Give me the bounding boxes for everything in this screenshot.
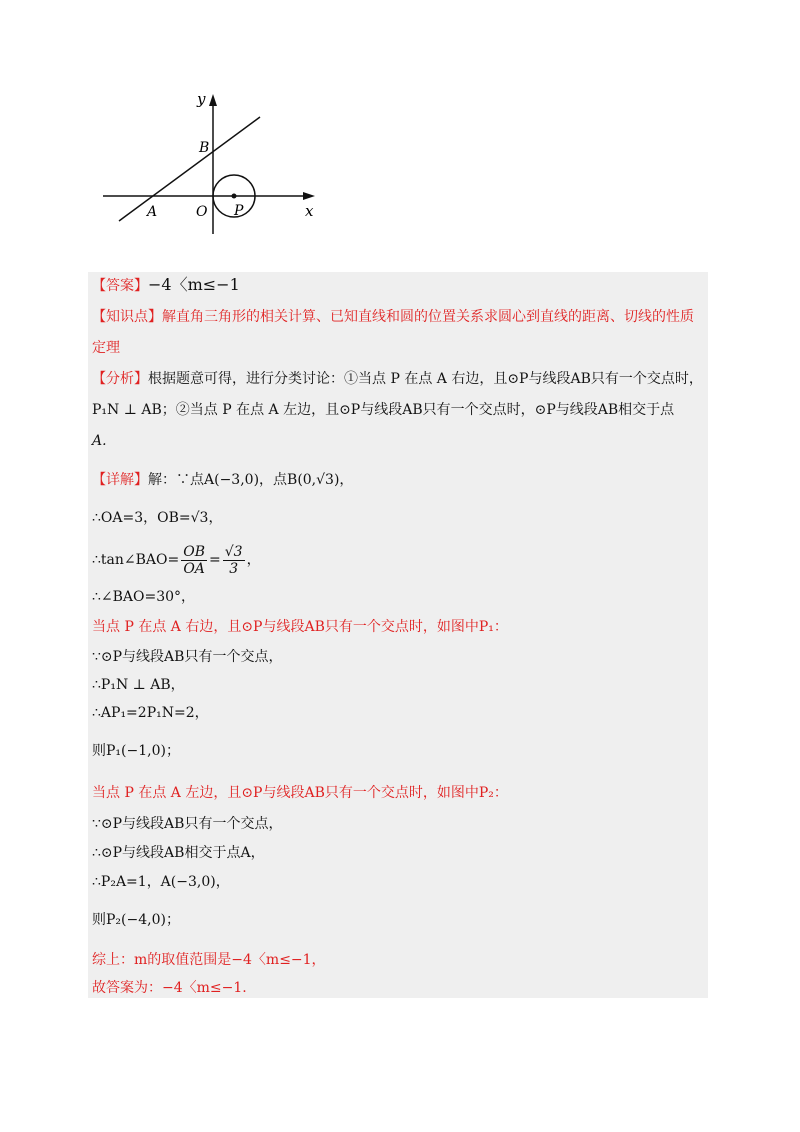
- analysis-tag: 【分析】: [92, 371, 148, 387]
- detail-line-12: ∴⊙P与线段AB相交于点A，: [92, 845, 265, 861]
- tan-prefix: ∴tan∠BAO=: [92, 552, 180, 568]
- detail-line-13: ∴P₂A=1，A(−3,0)，: [92, 874, 230, 890]
- x-axis-arrow: [303, 192, 315, 200]
- detail-line-4: ∴∠BAO=30°，: [92, 589, 196, 605]
- detail-line-1: [92, 470, 353, 490]
- detail-line-7: ∴P₁N ⊥ AB，: [92, 677, 185, 693]
- answer-line: [92, 275, 240, 296]
- fraction-num-2: √3: [224, 543, 243, 560]
- fraction-ob-oa: [181, 544, 207, 577]
- detail-line-10: 当点 P 在点 A 左边，且⊙P与线段AB只有一个交点时，如图中P₂：: [92, 785, 508, 801]
- analysis-text-1: 根据题意可得，进行分类讨论：①当点 P 在点 A 右边，且⊙P与线段AB只有一个交点时，: [148, 371, 703, 387]
- analysis-line-1: [92, 369, 703, 389]
- tan-eq: =: [209, 552, 221, 568]
- detail-line-14: 则P₂(−4,0)；: [92, 912, 180, 928]
- detail-line-15: 综上：m的取值范围是−4〈m≤−1，: [92, 952, 326, 968]
- tan-suffix: ，: [246, 552, 261, 568]
- detail-line-6: ∵⊙P与线段AB只有一个交点，: [92, 649, 283, 665]
- knowledge-tag: 【知识点】: [92, 309, 162, 325]
- label-o: O: [196, 204, 208, 220]
- detail-line-3: [92, 540, 261, 580]
- label-x: x: [305, 202, 314, 220]
- label-a: A: [147, 204, 158, 220]
- detail-line-5: 当点 P 在点 A 右边，且⊙P与线段AB只有一个交点时，如图中P₁：: [92, 619, 508, 635]
- knowledge-text-1: 解直角三角形的相关计算、已知直线和圆的位置关系求圆心到直线的距离、切线的性质: [162, 309, 694, 325]
- fraction-den: OA: [183, 560, 205, 577]
- y-axis-arrow: [209, 94, 217, 106]
- label-b: B: [199, 140, 210, 156]
- knowledge-line-1: [92, 307, 694, 327]
- fraction-den-2: 3: [229, 560, 239, 577]
- detail-tag: 【详解】: [92, 472, 148, 488]
- detail-line-8: ∴AP₁=2P₁N=2，: [92, 705, 209, 721]
- analysis-line-3: A.: [92, 433, 107, 449]
- knowledge-line-2: 定理: [92, 340, 120, 356]
- point-p: [232, 194, 237, 199]
- detail-line-9: 则P₁(−1,0)；: [92, 743, 180, 759]
- fraction-sqrt3-3: [223, 544, 245, 577]
- fraction-num: OB: [183, 543, 205, 560]
- detail-line-2: ∴OA=3，OB=√3，: [92, 510, 223, 526]
- coordinate-figure: [95, 88, 325, 238]
- detail-line-11: ∵⊙P与线段AB只有一个交点，: [92, 816, 283, 832]
- answer-value: −4〈m≤−1: [148, 275, 240, 294]
- detail-text-1: 解：∵点A(−3,0)，点B(0,√3)，: [148, 472, 354, 488]
- label-p: P: [234, 203, 244, 219]
- answer-tag: 【答案】: [92, 278, 148, 294]
- analysis-line-2: P₁N ⊥ AB；②当点 P 在点 A 左边，且⊙P与线段AB只有一个交点时，⊙P与线段AB相交于点: [92, 402, 675, 418]
- detail-line-16: 故答案为：−4〈m≤−1.: [92, 980, 247, 996]
- label-y: y: [197, 90, 206, 108]
